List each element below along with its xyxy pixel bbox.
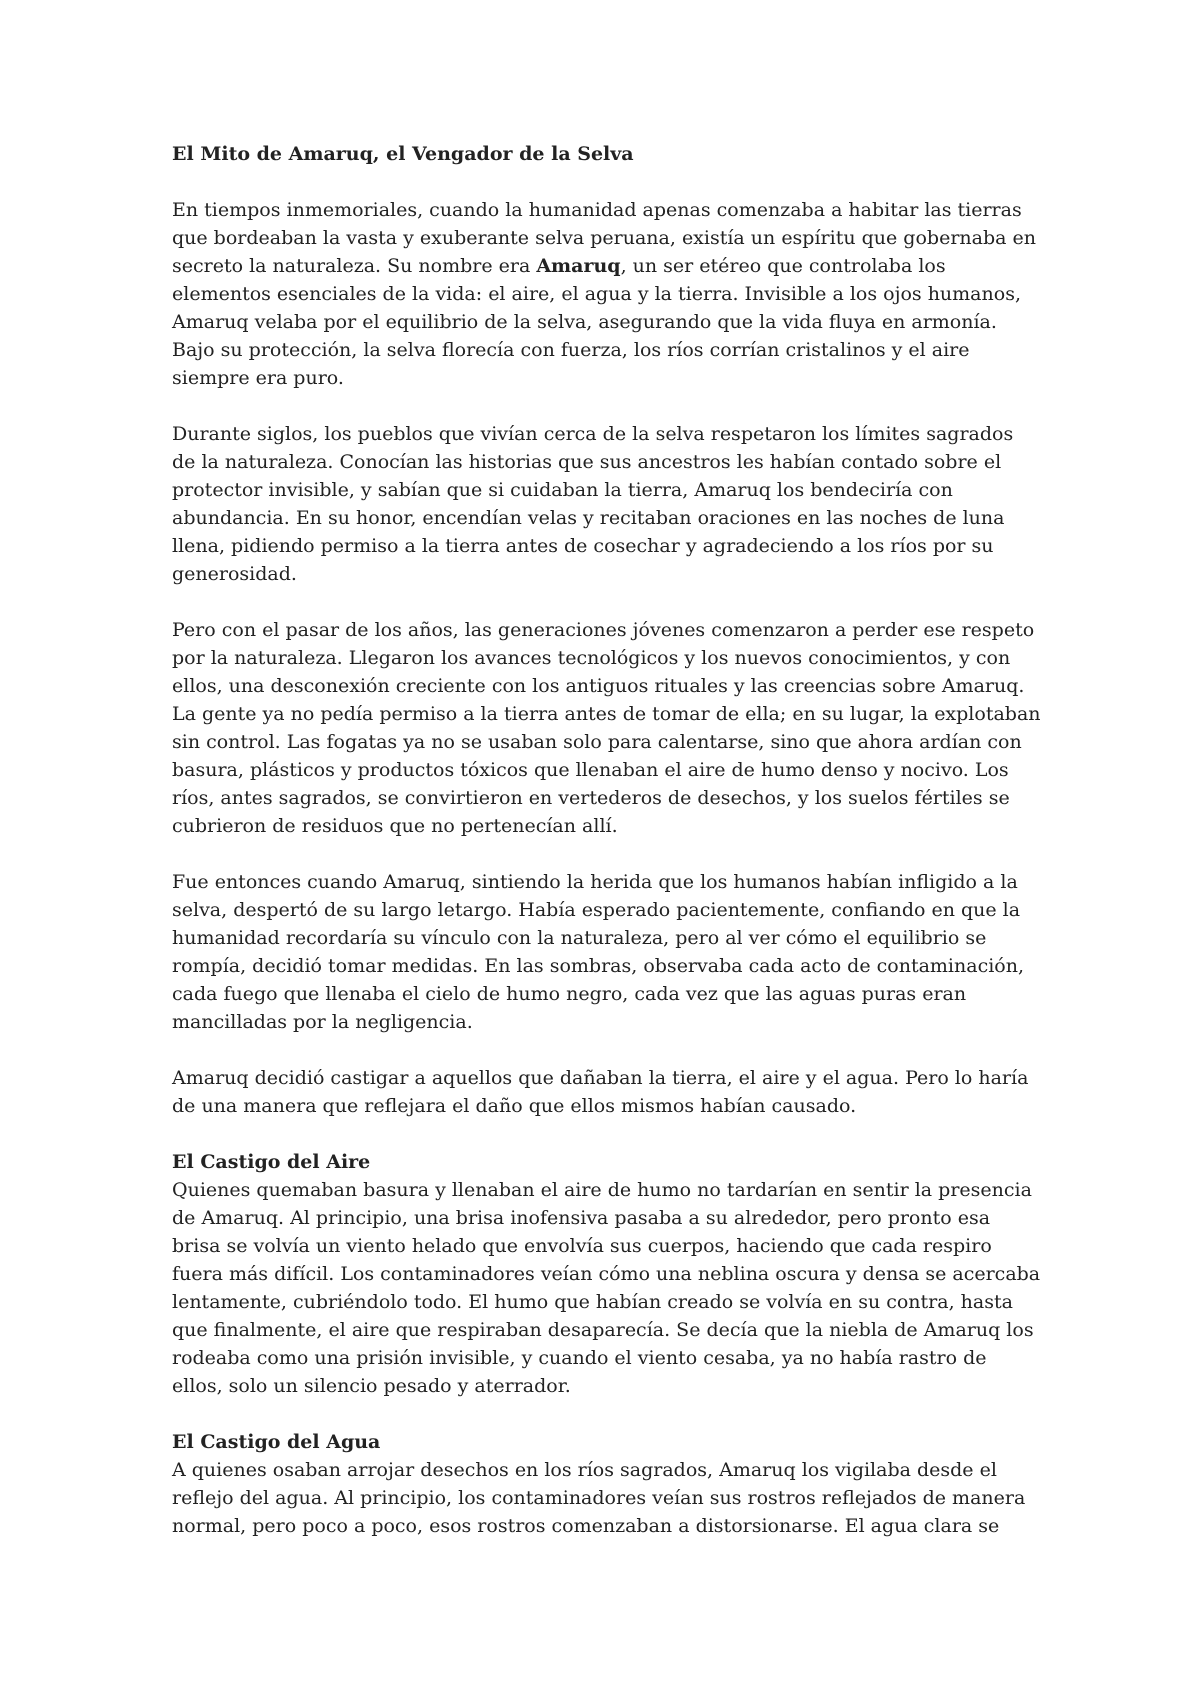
intro-text-after: , un ser etéreo que controlaba los elementos esenciales de la vida: el aire, el agua y la tierra. Invisible a los ojos humanos, Amaruq velaba por el equilibrio de la selva, asegurando que la vida fluya en armonía. Bajo su protección, la selva florecía con fuerza, los ríos corrían cristalinos y el aire siempre era puro. [172, 255, 1021, 389]
paragraph: Durante siglos, los pueblos que vivían cerca de la selva respetaron los límites sagrados de la naturaleza. Conocían las historias que sus ancestros les habían contado sobre el protector invisible, y sabían que si cuidaban la tierra, Amaruq los bendeciría con abundancia. En su honor, encendían velas y recitaban oraciones en las noches de luna llena, pidiendo permiso a la tierra antes de cosechar y agradeciendo a los ríos por su generosidad. [172, 423, 1014, 585]
document-title: El Mito de Amaruq, el Vengador de la Selva [172, 143, 634, 165]
amaruq-name: Amaruq [536, 255, 621, 277]
intro-paragraph [172, 196, 1042, 392]
section-aire [172, 1148, 1042, 1400]
section-agua [172, 1428, 1042, 1540]
section-body: Quienes quemaban basura y llenaban el aire de humo no tardarían en sentir la presencia de Amaruq. Al principio, una brisa inofensiva pasaba a su alrededor, pero pronto esa brisa se volvía un viento helado que envolvía sus cuerpos, haciendo que cada respiro fuera más difícil. Los contaminadores veían cómo una neblina oscura y densa se acercaba lentamente, cubriéndolo todo. El humo que habían creado se volvía en su contra, hasta que finalmente, el aire que respiraban desaparecía. Se decía que la niebla de Amaruq los rodeaba como una prisión invisible, y cuando el viento cesaba, ya no había rastro de ellos, solo un silencio pesado y aterrador. [172, 1179, 1041, 1397]
paragraph: Pero con el pasar de los años, las generaciones jóvenes comenzaron a perder ese respeto por la naturaleza. Llegaron los avances tecnológicos y los nuevos conocimientos, y con ellos, una desconexión creciente con los antiguos rituales y las creencias sobre Amaruq. La gente ya no pedía permiso a la tierra antes de tomar de ella; en su lugar, la explotaban sin control. Las fogatas ya no se usaban solo para calentarse, sino que ahora ardían con basura, plásticos y productos tóxicos que llenaban el aire de humo denso y nocivo. Los ríos, antes sagrados, se convirtieron en vertederos de desechos, y los suelos fértiles se cubrieron de residuos que no pertenecían allí. [172, 619, 1041, 837]
intro-text-before: En tiempos inmemoriales, cuando la humanidad apenas comenzaba a habitar las tierras que bordeaban la vasta y exuberante selva peruana, existía un espíritu que gobernaba en secreto la naturaleza. Su nombre era [172, 199, 1036, 277]
paragraph: Fue entonces cuando Amaruq, sintiendo la herida que los humanos habían infligido a la selva, despertó de su largo letargo. Había esperado pacientemente, confiando en que la humanidad recordaría su vínculo con la naturaleza, pero al ver cómo el equilibrio se rompía, decidió tomar medidas. En las sombras, observaba cada acto de contaminación, cada fuego que llenaba el cielo de humo negro, cada vez que las aguas puras eran mancilladas por la negligencia. [172, 871, 1025, 1033]
paragraph: Amaruq decidió castigar a aquellos que dañaban la tierra, el aire y el agua. Pero lo haría de una manera que reflejara el daño que ellos mismos habían causado. [172, 1067, 1029, 1117]
document-page [172, 140, 1042, 1568]
section-heading: El Castigo del Agua [172, 1431, 381, 1453]
section-body: A quienes osaban arrojar desechos en los ríos sagrados, Amaruq los vigilaba desde el reflejo del agua. Al principio, los contaminadores veían sus rostros reflejados de manera normal, pero poco a poco, esos rostros comenzaban a distorsionarse. El agua clara se [172, 1459, 1026, 1537]
section-heading: El Castigo del Aire [172, 1151, 371, 1173]
